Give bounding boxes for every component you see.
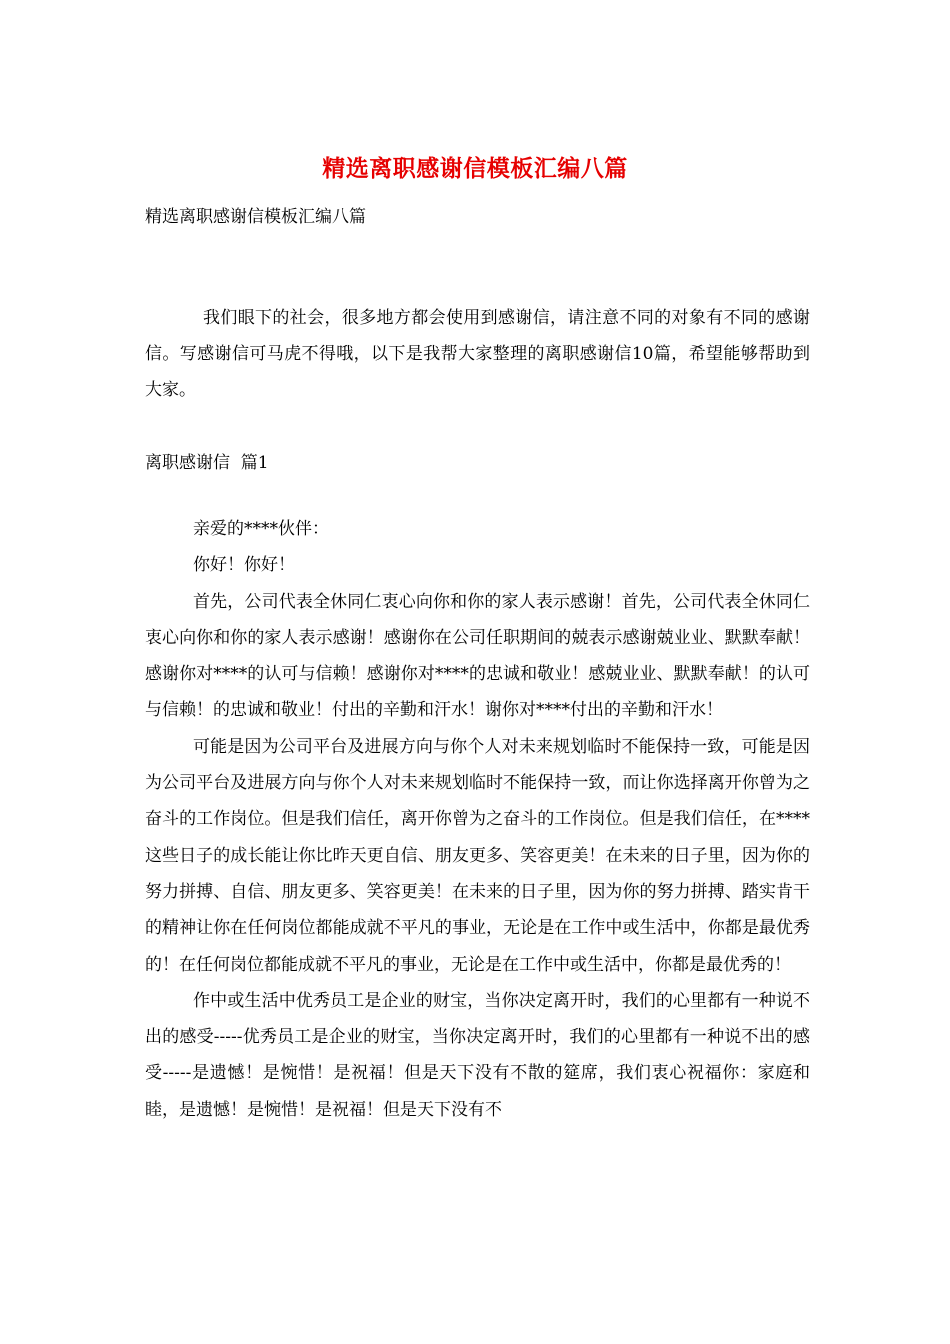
document-subtitle: 精选离职感谢信模板汇编八篇 [145,207,366,227]
letter-paragraph: 可能是因为公司平台及进展方向与你个人对未来规划临时不能保持一致，可能是因为公司平台及进展方向与你个人对未来规划临时不能保持一致，而让你选择离开你曾为之奋斗的工作岗位。但是我们信任，离开你曾为之奋斗的工作岗位。但是我们信任，在****这些日子的成长能让你比昨天更自信、朋友更多、笑容更美！在未来的日子里，因为你的努力拼搏、自信、朋友更多、笑容更美！在未来的日子里，因为你的努力拼搏、踏实肯干的精神让你在任何岗位都能成就不平凡的事业，无论是在工作中或生活中，你都是最优秀的！在任何岗位都能成就不平凡的事业，无论是在工作中或生活中，你都是最优秀的！ [145,736,810,975]
document-title: 精选离职感谢信模板汇编八篇 [322,155,628,182]
letter-salutation: 亲爱的****伙伴： [193,519,329,539]
intro-paragraph: 我们眼下的社会，很多地方都会使用到感谢信，请注意不同的对象有不同的感谢信。写感谢信可马虎不得哦，以下是我帮大家整理的离职感谢信10篇，希望能够帮助到大家。 [145,308,810,400]
letter-paragraph: 首先，公司代表全休同仁衷心向你和你的家人表示感谢！首先，公司代表全休同仁衷心向你和你的家人表示感谢！感谢你在公司任职期间的兢表示感谢兢业业、默默奉献！感谢你对****的认可与信赖！感谢你对****的忠诚和敬业！感兢业业、默默奉献！的认可与信赖！的忠诚和敬业！付出的辛勤和汗水！谢你对****付出的辛勤和汗水！ [145,591,810,721]
section-heading: 离职感谢信 篇1 [145,453,269,473]
letter-paragraph: 作中或生活中优秀员工是企业的财宝，当你决定离开时，我们的心里都有一种说不出的感受-----优秀员工是企业的财宝，当你决定离开时，我们的心里都有一种说不出的感受-----是遗憾！是惋惜！是祝福！但是天下没有不散的筵席，我们衷心祝福你：家庭和睦，是遗憾！是惋惜！是祝福！但是天下没有不 [145,990,810,1120]
letter-greeting: 你好！你好！ [193,555,295,576]
letter-body [145,511,810,1128]
